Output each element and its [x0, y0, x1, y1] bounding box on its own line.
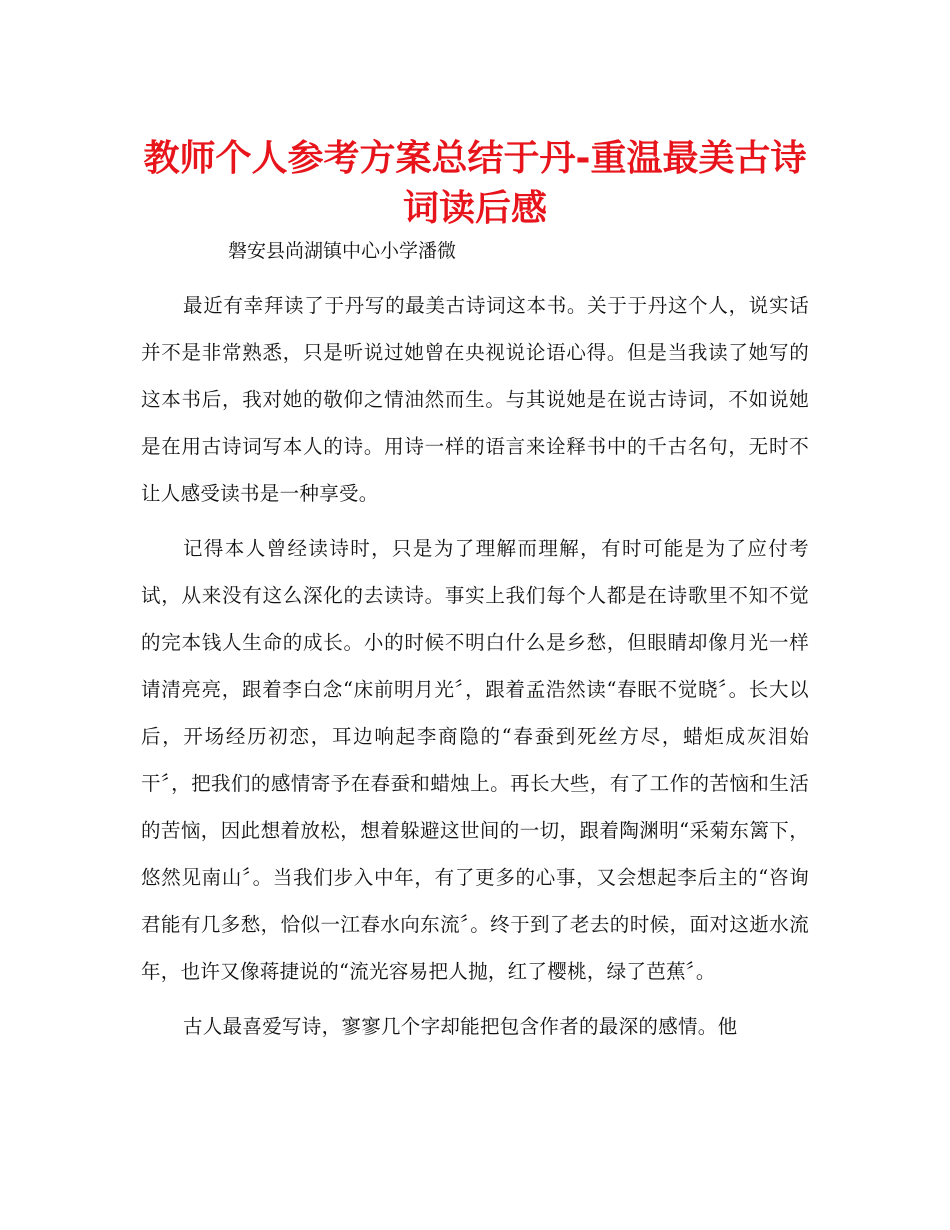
document-author: 磐安县尚湖镇中心小学潘微 [228, 240, 457, 262]
document-body [141, 282, 809, 1058]
body-paragraph-1: 最近有幸拜读了于丹写的最美古诗词这本书。关于于丹这个人，说实话并不是非常熟悉，只是听说过她曾在央视说论语心得。但是当我读了她写的这本书后，我对她的敬仰之情油然而生。与其说她是在说古诗词，不如说她是在用古诗词写本人的诗。用诗一样的语言来诠释书中的千古名句，无时不让人感受读书是一种享受。 [141, 294, 809, 505]
document-title: 教师个人参考方案总结于丹-重温最美古诗词读后感 [143, 138, 807, 229]
body-paragraph-2: 记得本人曾经读诗时，只是为了理解而理解，有时可能是为了应付考试，从来没有这么深化的去读诗。事实上我们每个人都是在诗歌里不知不觉的完本钱人生命的成长。小的时候不明白什么是乡愁，但眼睛却像月光一样请清亮亮，跟着李白念“床前明月光〞，跟着孟浩然读“春眠不觉晓〞。长大以后，开场经历初恋，耳边响起李商隐的“春蚕到死丝方尽，蜡炬成灰泪始干〞，把我们的感情寄予在春蚕和蜡烛上。再长大些，有了工作的苦恼和生活的苦恼，因此想着放松，想着躲避这世间的一切，跟着陶渊明“采菊东篱下，悠然见南山〞。当我们步入中年，有了更多的心事，又会想起李后主的“咨询君能有几多愁，恰似一江春水向东流〞。终于到了老去的时候，面对这逝水流年，也许又像蒋捷说的“流光容易把人抛，红了樱桃，绿了芭蕉〞。 [141, 537, 809, 983]
body-paragraph-3: 古人最喜爱写诗，寥寥几个字却能把包含作者的最深的感情。他 [183, 1015, 738, 1038]
